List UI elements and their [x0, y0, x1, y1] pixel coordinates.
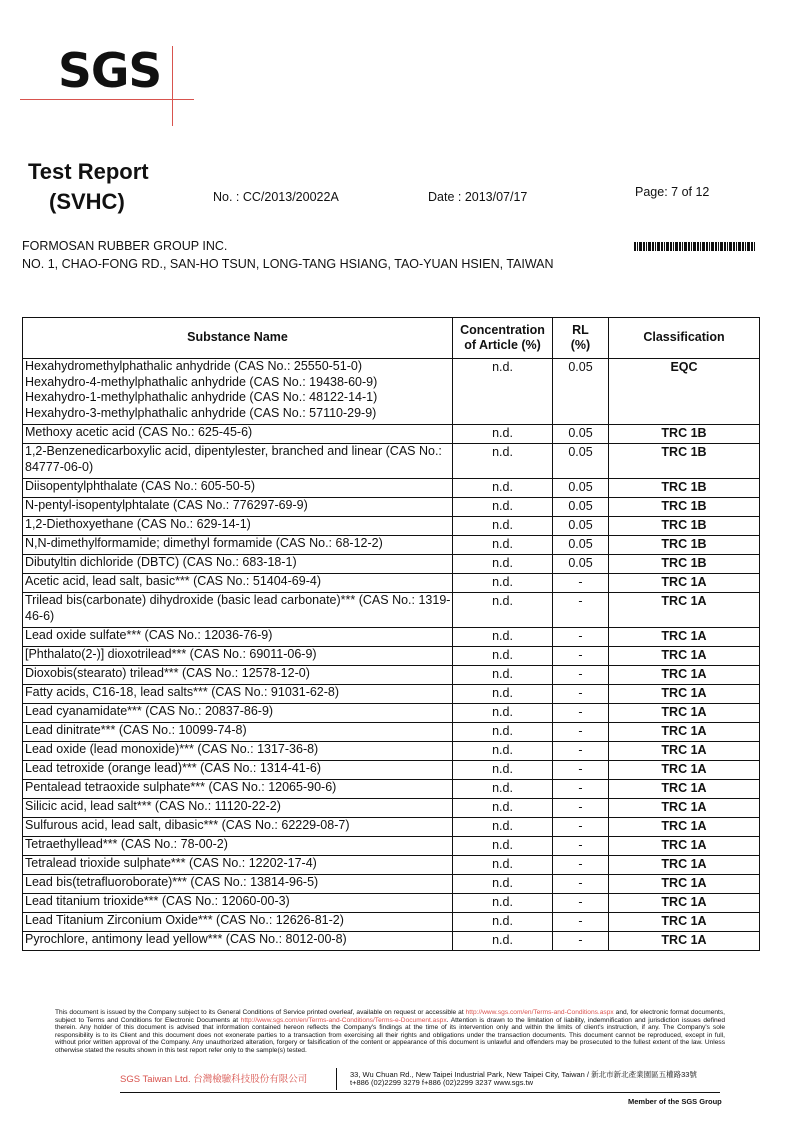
- rl-cell: -: [553, 856, 609, 875]
- rl-cell: -: [553, 837, 609, 856]
- company-address: NO. 1, CHAO-FONG RD., SAN-HO TSUN, LONG-TANG HSIANG, TAO-YUAN HSIEN, TAIWAN: [22, 257, 554, 271]
- concentration-cell: n.d.: [453, 761, 553, 780]
- table-row: [23, 932, 760, 951]
- classification-cell: TRC 1B: [609, 479, 760, 498]
- concentration-cell: n.d.: [453, 894, 553, 913]
- report-subtitle: (SVHC): [49, 189, 125, 214]
- rl-cell: -: [553, 780, 609, 799]
- classification-cell: TRC 1A: [609, 647, 760, 666]
- substance-name-cell: Lead dinitrate*** (CAS No.: 10099-74-8): [23, 723, 453, 742]
- table-row: [23, 837, 760, 856]
- table-row: [23, 425, 760, 444]
- table-row: [23, 359, 760, 425]
- table-body: [23, 359, 760, 951]
- classification-cell: TRC 1B: [609, 555, 760, 574]
- concentration-cell: n.d.: [453, 479, 553, 498]
- classification-cell: TRC 1B: [609, 498, 760, 517]
- classification-cell: TRC 1A: [609, 593, 760, 628]
- classification-cell: TRC 1A: [609, 780, 760, 799]
- footer-contact: t+886 (02)2299 3279 f+886 (02)2299 3237 www.sgs.tw: [350, 1078, 534, 1087]
- table-row: [23, 498, 760, 517]
- legal-disclaimer: [55, 1009, 725, 1054]
- table-row: [23, 536, 760, 555]
- terms-link[interactable]: http://www.sgs.com/en/Terms-and-Conditions.aspx: [465, 1009, 614, 1016]
- table-row: [23, 666, 760, 685]
- substance-name-cell: Hexahydromethylphathalic anhydride (CAS No.: 25550-51-0) Hexahydro-4-methylphathalic anhydride (CAS No.: 19438-60-9) Hexahydro-1-methylphathalic anhydride (CAS No.: 48122-14-1) Hexahydro-3-methylphathalic anhydride (CAS No.: 57110-29-9): [23, 359, 453, 425]
- classification-cell: TRC 1B: [609, 536, 760, 555]
- substance-name-cell: Diisopentylphthalate (CAS No.: 605-50-5): [23, 479, 453, 498]
- substance-name-cell: Tetralead trioxide sulphate*** (CAS No.: 12202-17-4): [23, 856, 453, 875]
- classification-cell: TRC 1A: [609, 723, 760, 742]
- substance-name-cell: Fatty acids, C16-18, lead salts*** (CAS No.: 91031-62-8): [23, 685, 453, 704]
- substance-name-cell: Lead oxide sulfate*** (CAS No.: 12036-76-9): [23, 628, 453, 647]
- substance-name-cell: Lead tetroxide (orange lead)*** (CAS No.: 1314-41-6): [23, 761, 453, 780]
- classification-cell: TRC 1A: [609, 761, 760, 780]
- substance-name-cell: Lead oxide (lead monoxide)*** (CAS No.: 1317-36-8): [23, 742, 453, 761]
- concentration-cell: n.d.: [453, 555, 553, 574]
- substance-name-cell: Dioxobis(stearato) trilead*** (CAS No.: 12578-12-0): [23, 666, 453, 685]
- substance-name-cell: N-pentyl-isopentylphtalate (CAS No.: 776297-69-9): [23, 498, 453, 517]
- concentration-cell: n.d.: [453, 666, 553, 685]
- concentration-cell: n.d.: [453, 593, 553, 628]
- logo-vertical-rule: [172, 46, 173, 126]
- rl-cell: -: [553, 666, 609, 685]
- concentration-cell: n.d.: [453, 780, 553, 799]
- footer-address: 33, Wu Chuan Rd., New Taipei Industrial Park, New Taipei City, Taiwan / 新北市新北產業園區五權路33號: [350, 1070, 697, 1079]
- concentration-cell: n.d.: [453, 685, 553, 704]
- substance-name-cell: Trilead bis(carbonate) dihydroxide (basic lead carbonate)*** (CAS No.: 1319-46-6): [23, 593, 453, 628]
- report-title: Test Report: [28, 159, 149, 184]
- table-row: [23, 685, 760, 704]
- rl-cell: -: [553, 593, 609, 628]
- substance-name-cell: Lead titanium trioxide*** (CAS No.: 12060-00-3): [23, 894, 453, 913]
- substance-name-cell: 1,2-Diethoxyethane (CAS No.: 629-14-1): [23, 517, 453, 536]
- classification-cell: TRC 1B: [609, 517, 760, 536]
- concentration-cell: n.d.: [453, 536, 553, 555]
- classification-cell: TRC 1A: [609, 856, 760, 875]
- classification-cell: TRC 1A: [609, 666, 760, 685]
- classification-cell: TRC 1A: [609, 837, 760, 856]
- concentration-header-line2: of Article (%): [464, 338, 541, 352]
- table-row: [23, 818, 760, 837]
- table-row: [23, 761, 760, 780]
- substance-name-cell: Pyrochlore, antimony lead yellow*** (CAS No.: 8012-00-8): [23, 932, 453, 951]
- table-row: [23, 647, 760, 666]
- concentration-cell: n.d.: [453, 517, 553, 536]
- concentration-cell: n.d.: [453, 628, 553, 647]
- table-row: [23, 799, 760, 818]
- barcode-image: [634, 242, 756, 251]
- concentration-cell: n.d.: [453, 444, 553, 479]
- rl-cell: -: [553, 799, 609, 818]
- concentration-cell: n.d.: [453, 574, 553, 593]
- classification-cell: TRC 1A: [609, 894, 760, 913]
- rl-cell: 0.05: [553, 498, 609, 517]
- rl-header-line1: RL: [572, 323, 589, 337]
- substance-name-cell: Sulfurous acid, lead salt, dibasic*** (CAS No.: 62229-08-7): [23, 818, 453, 837]
- report-date: Date : 2013/07/17: [428, 190, 528, 204]
- classification-cell: TRC 1A: [609, 875, 760, 894]
- concentration-cell: n.d.: [453, 837, 553, 856]
- member-of-sgs-group: Member of the SGS Group: [628, 1097, 722, 1106]
- substance-name-cell: Lead Titanium Zirconium Oxide*** (CAS No.: 12626-81-2): [23, 913, 453, 932]
- classification-cell: TRC 1B: [609, 444, 760, 479]
- rl-cell: -: [553, 894, 609, 913]
- disclaimer-text-2: and, for electronic format documents, subject to Terms and Conditions for Electronic Documents at: [55, 1009, 725, 1024]
- concentration-cell: n.d.: [453, 647, 553, 666]
- rl-cell: -: [553, 818, 609, 837]
- classification-cell: TRC 1B: [609, 425, 760, 444]
- electronic-terms-link[interactable]: http://www.sgs.com/en/Terms-and-Conditions/Terms-e-Document.aspx: [240, 1016, 447, 1024]
- concentration-cell: n.d.: [453, 425, 553, 444]
- concentration-cell: n.d.: [453, 723, 553, 742]
- column-header-substance: Substance Name: [23, 318, 453, 359]
- column-header-classification: Classification: [609, 318, 760, 359]
- rl-cell: 0.05: [553, 444, 609, 479]
- concentration-header-line1: Concentration: [460, 323, 545, 337]
- classification-cell: TRC 1A: [609, 742, 760, 761]
- table-row: [23, 742, 760, 761]
- table-row: [23, 628, 760, 647]
- concentration-cell: n.d.: [453, 875, 553, 894]
- classification-cell: TRC 1A: [609, 799, 760, 818]
- substance-name-cell: Acetic acid, lead salt, basic*** (CAS No.: 51404-69-4): [23, 574, 453, 593]
- footer-rule: [120, 1092, 720, 1093]
- concentration-cell: n.d.: [453, 359, 553, 425]
- table-row: [23, 479, 760, 498]
- concentration-cell: n.d.: [453, 498, 553, 517]
- substance-table: [22, 317, 760, 951]
- table-row: [23, 875, 760, 894]
- table-row: [23, 894, 760, 913]
- classification-cell: TRC 1A: [609, 704, 760, 723]
- substance-name-cell: Tetraethyllead*** (CAS No.: 78-00-2): [23, 837, 453, 856]
- concentration-cell: n.d.: [453, 932, 553, 951]
- substance-name-cell: Silicic acid, lead salt*** (CAS No.: 11120-22-2): [23, 799, 453, 818]
- concentration-cell: n.d.: [453, 818, 553, 837]
- company-name: FORMOSAN RUBBER GROUP INC.: [22, 239, 228, 253]
- rl-cell: -: [553, 913, 609, 932]
- rl-cell: -: [553, 574, 609, 593]
- disclaimer-text-1: This document is issued by the Company subject to its General Conditions of Service printed overleaf, available on request or accessible at: [55, 1009, 466, 1016]
- table-row: [23, 780, 760, 799]
- substance-name-cell: Lead bis(tetrafluoroborate)*** (CAS No.: 13814-96-5): [23, 875, 453, 894]
- rl-cell: -: [553, 628, 609, 647]
- concentration-cell: n.d.: [453, 742, 553, 761]
- classification-cell: TRC 1A: [609, 685, 760, 704]
- rl-cell: -: [553, 761, 609, 780]
- table-row: [23, 723, 760, 742]
- rl-cell: -: [553, 685, 609, 704]
- table-row: [23, 913, 760, 932]
- table-row: [23, 856, 760, 875]
- concentration-cell: n.d.: [453, 799, 553, 818]
- rl-cell: -: [553, 647, 609, 666]
- classification-cell: TRC 1A: [609, 818, 760, 837]
- concentration-cell: n.d.: [453, 913, 553, 932]
- substance-name-cell: Pentalead tetraoxide sulphate*** (CAS No.: 12065-90-6): [23, 780, 453, 799]
- substance-name-cell: Lead cyanamidate*** (CAS No.: 20837-86-9): [23, 704, 453, 723]
- substance-name-cell: 1,2-Benzenedicarboxylic acid, dipentylester, branched and linear (CAS No.: 84777-06-0): [23, 444, 453, 479]
- classification-cell: TRC 1A: [609, 574, 760, 593]
- classification-cell: TRC 1A: [609, 913, 760, 932]
- footer-separator: [336, 1068, 337, 1090]
- column-header-rl: [553, 318, 609, 359]
- substance-name-cell: Methoxy acetic acid (CAS No.: 625-45-6): [23, 425, 453, 444]
- sgs-logo: SGS: [58, 44, 162, 99]
- rl-cell: -: [553, 704, 609, 723]
- concentration-cell: n.d.: [453, 704, 553, 723]
- substance-name-cell: Dibutyltin dichloride (DBTC) (CAS No.: 683-18-1): [23, 555, 453, 574]
- table-row: [23, 593, 760, 628]
- table-row: [23, 704, 760, 723]
- table-header-row: [23, 318, 760, 359]
- substance-name-cell: N,N-dimethylformamide; dimethyl formamide (CAS No.: 68-12-2): [23, 536, 453, 555]
- rl-cell: -: [553, 742, 609, 761]
- classification-cell: EQC: [609, 359, 760, 425]
- report-number: No. : CC/2013/20022A: [213, 190, 339, 204]
- rl-cell: 0.05: [553, 425, 609, 444]
- sgs-taiwan-name: SGS Taiwan Ltd. 台灣檢驗科技股份有限公司: [120, 1074, 308, 1085]
- substance-name-cell: [Phthalato(2-)] dioxotrilead*** (CAS No.: 69011-06-9): [23, 647, 453, 666]
- rl-cell: 0.05: [553, 536, 609, 555]
- table-row: [23, 444, 760, 479]
- table-row: [23, 574, 760, 593]
- rl-cell: -: [553, 875, 609, 894]
- logo-horizontal-rule: [20, 99, 194, 100]
- column-header-concentration: [453, 318, 553, 359]
- rl-header-line2: (%): [570, 338, 591, 352]
- rl-cell: 0.05: [553, 555, 609, 574]
- rl-cell: -: [553, 932, 609, 951]
- classification-cell: TRC 1A: [609, 628, 760, 647]
- classification-cell: TRC 1A: [609, 932, 760, 951]
- concentration-cell: n.d.: [453, 856, 553, 875]
- rl-cell: 0.05: [553, 517, 609, 536]
- rl-cell: -: [553, 723, 609, 742]
- rl-cell: 0.05: [553, 359, 609, 425]
- disclaimer-text-3: . Attention is drawn to the limitation of liability, indemnification and jurisdiction issues defined therein. Any holder of this document is advised that information contained hereon reflects the Company's findings at the time of its intervention only and within the limits of client's instruction, if any. The Company's sole responsibility is to its Client and this document does not exonerate parties to a transaction from exercising all their rights and obligations under the transaction documents. This document cannot be reproduced, except in full, without prior written approval of the Company. Any unauthorized alteration, forgery or falsification of the content or appearance of this document is unlawful and offenders may be prosecuted to the fullest extent of the law. Unless otherwise stated the results shown in this test report refer only to the sample(s) tested.: [55, 1016, 725, 1054]
- rl-cell: 0.05: [553, 479, 609, 498]
- table-row: [23, 517, 760, 536]
- table-row: [23, 555, 760, 574]
- page-number: Page: 7 of 12: [635, 185, 710, 199]
